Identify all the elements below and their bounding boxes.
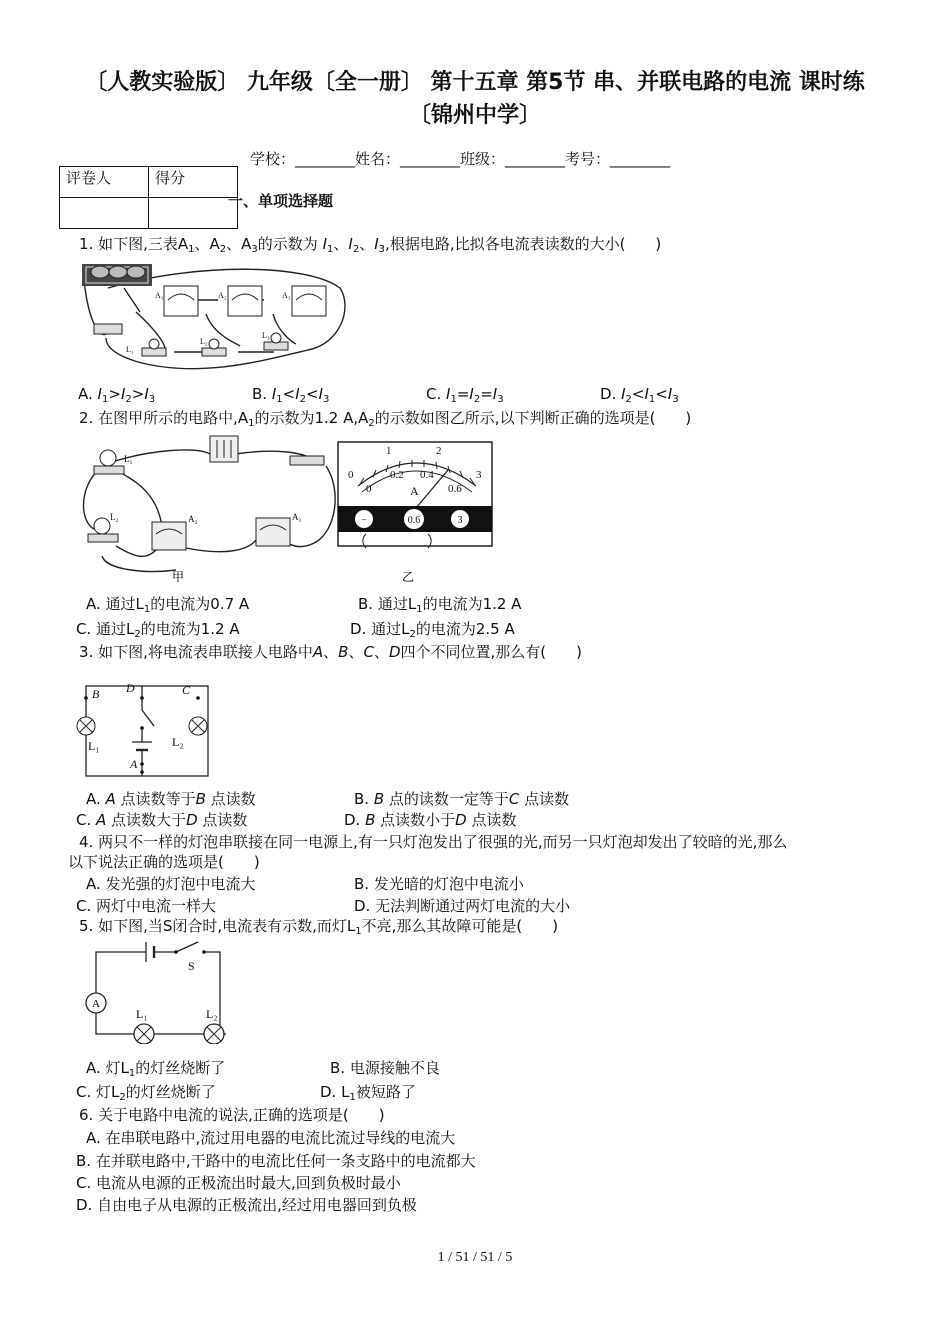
question-3-option-d[interactable]: D. B 点读数小于D 点读数: [344, 811, 517, 829]
question-5-figure: [80, 938, 240, 1044]
figure-label-a2: A₂: [188, 514, 198, 524]
question-2-option-c[interactable]: C. 通过$L_2$的电流为1.2 A: [76, 620, 240, 640]
ammeter-a2-icon: [152, 522, 186, 550]
meter-top-scale-3: 3: [476, 469, 482, 481]
terminal-label-negative: −: [361, 515, 367, 526]
question-5-option-b[interactable]: B. 电源接触不良: [330, 1059, 440, 1077]
question-3-option-b[interactable]: B. B 点的读数一定等于C 点读数: [354, 790, 570, 808]
question-6-option-d[interactable]: D. 自由电子从电源的正极流出,经过用电器回到负极: [76, 1196, 417, 1214]
question-6-option-c[interactable]: C. 电流从电源的正极流出时最大,回到负极时最小: [76, 1174, 401, 1192]
meter-bottom-scale-2: 0.4: [420, 469, 434, 481]
question-4-option-b[interactable]: B. 发光暗的灯泡中电流小: [354, 875, 524, 893]
ammeter-icon: [86, 993, 106, 1013]
figure-label-l1: L₁: [136, 1007, 148, 1021]
meter-unit: A: [410, 484, 419, 498]
switch-icon: [290, 456, 324, 465]
question-5-option-c[interactable]: C. 灯$L_2$的灯丝烧断了: [76, 1083, 216, 1103]
question-5-stem: 5. 如下图,当S闭合时,电流表有示数,而灯$L_1$不亮,那么其故障可能是( ): [79, 917, 559, 937]
section-title: 一、单项选择题: [228, 192, 334, 210]
question-3-option-c[interactable]: C. A 点读数大于D 点读数: [76, 811, 248, 829]
question-1-option-d[interactable]: D. $I_2<I_1<I_3$: [600, 385, 679, 405]
meter-bottom-scale-3: 0.6: [448, 483, 462, 495]
figure-caption-yi: 乙: [402, 570, 415, 584]
question-2-stem: 2. 在图甲所示的电路中$,A_1$的示数为1.2 $A,A_2$的示数如图乙所示,以下判断正确的选项是( ): [79, 409, 692, 429]
page-number: 1 / 51 / 51 / 5: [437, 1250, 513, 1265]
figure-label-a1: A₁: [292, 512, 302, 522]
ammeter-a3-icon: [292, 286, 326, 316]
question-5-option-a[interactable]: A. 灯$L_1$的灯丝烧断了: [86, 1059, 226, 1079]
ammeter-a1-icon: [256, 518, 290, 546]
ammeter-a1-icon: [164, 286, 198, 316]
question-1-stem: 1. 如下图,三表$A_1$、$A_2$、$A_3$的示数为 $I_1$、$I_2$、$I_3$,根据电路,比拟各电流表读数的大小( ): [79, 235, 662, 255]
figure-caption-jia: 甲: [172, 570, 185, 584]
page-title: 〔人教实验版〕 九年级〔全一册〕 第十五章 第5节 串、并联电路的电流 课时练 〔锦州中学〕: [85, 70, 865, 128]
battery-icon: [210, 436, 238, 462]
question-4-option-d[interactable]: D. 无法判断通过两灯电流的大小: [354, 897, 571, 915]
switch-icon: [94, 324, 122, 334]
figure-label-l1: L₁: [126, 345, 134, 354]
meter-top-scale-0: 0: [348, 469, 354, 481]
question-6-stem: 6. 关于电路中电流的说法,正确的选项是( ): [79, 1106, 385, 1124]
score-table: [59, 166, 238, 229]
lamp-l2-icon: [204, 1024, 224, 1044]
question-1-option-a[interactable]: A. $I_1>I_2>I_3$: [78, 385, 156, 405]
point-label-d: D: [126, 681, 135, 695]
figure-label-l1: L₁: [124, 454, 133, 464]
meter-bottom-scale-1: 0.2: [390, 469, 404, 481]
switch-contact: [202, 950, 206, 954]
question-3-figure: [76, 664, 212, 780]
lamp-l1-icon: [77, 717, 95, 735]
question-4-stem-line-1: 4. 两只不一样的灯泡串联接在同一电源上,有一只灯泡发出了很强的光,而另一只灯泡却发出了较暗的光,那么: [79, 833, 788, 851]
question-2-option-a[interactable]: A. 通过$L_1$的电流为0.7 A: [86, 595, 250, 615]
bulb-l1-icon: [94, 450, 124, 474]
question-1-figure: [78, 258, 350, 382]
question-2-figure-jia: [76, 430, 340, 584]
figure-label-a2: A₂: [218, 291, 227, 300]
question-3-stem: 3. 如下图,将电流表串联接人电路中A、B、C、D四个不同位置,那么有( ): [79, 643, 582, 661]
question-4-stem-line-2: 以下说法正确的选项是( ): [68, 853, 260, 871]
question-2-figure-yi: [336, 440, 496, 586]
question-2-option-b[interactable]: B. 通过$L_1$的电流为1.2 A: [358, 595, 522, 615]
switch-pivot: [174, 950, 178, 954]
ammeter-a2-icon: [228, 286, 262, 316]
terminal-label-06: 0.6: [407, 515, 421, 526]
score-header: 得分: [149, 167, 238, 198]
grader-cell: [60, 198, 149, 229]
question-5-option-d[interactable]: D. $L_1$被短路了: [320, 1083, 416, 1103]
point-label-b: B: [92, 687, 100, 701]
grader-header: 评卷人: [60, 167, 149, 198]
figure-label-l2: L₂: [110, 512, 119, 522]
meter-top-scale-1: 1: [386, 445, 392, 457]
figure-label-l1: L₁: [88, 739, 100, 753]
point-label-a: A: [130, 757, 138, 771]
student-info-line: 学校：________姓名：________班级：________考号：________: [250, 150, 671, 168]
question-4-option-c[interactable]: C. 两灯中电流一样大: [76, 897, 217, 915]
question-6-option-a[interactable]: A. 在串联电路中,流过用电器的电流比流过导线的电流大: [86, 1129, 456, 1147]
point-label-c: C: [182, 683, 191, 697]
question-2-option-d[interactable]: D. 通过$L_2$的电流为2.5 A: [350, 620, 515, 640]
lamp-l2-icon: [189, 717, 207, 735]
question-3-option-a[interactable]: A. A 点读数等于B 点读数: [86, 790, 256, 808]
figure-label-l2: L₂: [200, 337, 208, 346]
score-cell: [149, 198, 238, 229]
question-6-option-b[interactable]: B. 在并联电路中,干路中的电流比任何一条支路中的电流都大: [76, 1152, 476, 1170]
question-1-option-c[interactable]: C. $I_1=I_2=I_3$: [426, 385, 504, 405]
figure-label-l3: L₃: [262, 331, 270, 340]
figure-label-a3: A₃: [282, 291, 291, 300]
meter-top-scale-2: 2: [436, 445, 442, 457]
lamp-l1-icon: [134, 1024, 154, 1044]
meter-bottom-scale-0: 0: [366, 483, 372, 495]
figure-label-l2: L₂: [206, 1007, 218, 1021]
figure-label-l2: L₂: [172, 735, 184, 749]
terminal-label-3: 3: [457, 515, 463, 526]
question-4-option-a[interactable]: A. 发光强的灯泡中电流大: [86, 875, 256, 893]
figure-label-a1: A₁: [155, 291, 164, 300]
ammeter-symbol: A: [92, 998, 100, 1010]
question-1-option-b[interactable]: B. $I_1<I_2<I_3$: [252, 385, 330, 405]
figure-label-s: S: [188, 959, 195, 973]
